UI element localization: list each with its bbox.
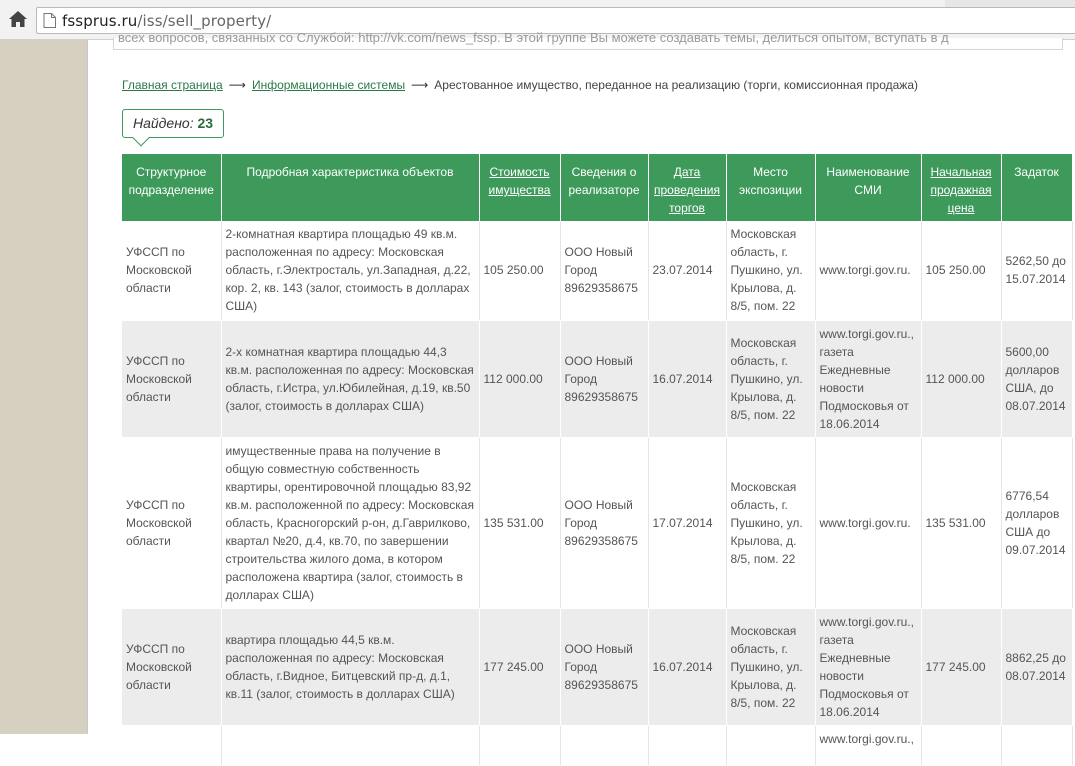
breadcrumb-systems-link[interactable]: Информационные системы (251, 78, 406, 92)
table-header-row (122, 154, 1072, 221)
cell-place (726, 725, 815, 765)
notice-text: всех вопросов, связанных со Службой: http://vk.com/news_fssp. В этой группе Вы можете создавать темы, делиться опытом, вступать в д (118, 30, 949, 45)
url-host: fssprus.ru (62, 12, 138, 30)
cell-price (921, 725, 1001, 765)
cell-place: Московская область, г. Пушкино, ул. Крылова, д. 8/5, пом. 22 (726, 221, 815, 320)
cell-cost: 177 245.00 (479, 608, 560, 725)
table-row (122, 437, 1072, 608)
cell-seller: ООО Новый Город 89629358675 (560, 320, 648, 437)
col-header-price[interactable]: Начальная продажная цена (921, 154, 1001, 221)
breadcrumb-current: Арестованное имущество, переданное на реализацию (торги, комиссионная продажа) (434, 78, 918, 92)
col-header-date[interactable]: Дата проведения торгов (648, 154, 726, 221)
col-header-media: Наименование СМИ (815, 154, 921, 221)
cell-media: www.torgi.gov.ru., газета Ежедневные новости Подмосковья от 18.06.2014 (815, 608, 921, 725)
cell-date: 16.07.2014 (648, 608, 726, 725)
cell-deposit (1001, 725, 1072, 765)
cell-description: квартира площадью 44,5 кв.м. расположенная по адресу: Московская область, г.Видное, Битцевский пр-д, д.1, кв.11 (залог, стоимость в долларах США) (221, 608, 479, 725)
cell-seller: ООО Новый Город 89629358675 (560, 221, 648, 320)
cell-place: Московская область, г. Пушкино, ул. Крылова, д. 8/5, пом. 22 (726, 437, 815, 608)
col-header-description: Подробная характеристика объектов (221, 154, 479, 221)
table-row (122, 320, 1072, 437)
cell-department: УФССП по Московской области (122, 320, 221, 437)
home-icon[interactable] (8, 9, 28, 29)
cell-description: 2-х комнатная квартира площадью 44,3 кв.м. расположенная по адресу: Московская область, г.Истра, ул.Юбилейная, д.19, кв.50 (залог, стоимость в долларах США) (221, 320, 479, 437)
cell-deposit: 5600,00 долларов США, до 08.07.2014 (1001, 320, 1072, 437)
found-label: Найдено: (133, 115, 194, 131)
col-header-seller: Сведения о реализаторе (560, 154, 648, 221)
cell-department: УФССП по Московской области (122, 221, 221, 320)
cell-media: www.torgi.gov.ru., газета Ежедневные новости Подмосковья от 18.06.2014 (815, 320, 921, 437)
cell-seller (560, 725, 648, 765)
cell-department (122, 725, 221, 765)
cell-cost: 105 250.00 (479, 221, 560, 320)
cell-cost: 112 000.00 (479, 320, 560, 437)
cell-department: УФССП по Московской области (122, 608, 221, 725)
cell-deposit: 5262,50 до 15.07.2014 (1001, 221, 1072, 320)
table-row (122, 221, 1072, 320)
found-count-badge (122, 109, 224, 138)
cell-seller: ООО Новый Город 89629358675 (560, 437, 648, 608)
cell-date: 16.07.2014 (648, 320, 726, 437)
found-count: 23 (197, 115, 214, 131)
cell-media: www.torgi.gov.ru. (815, 437, 921, 608)
col-header-department: Структурное подразделение (122, 154, 221, 221)
cell-date: 23.07.2014 (648, 221, 726, 320)
notice-box (113, 30, 1063, 50)
page-left-gutter (0, 40, 87, 734)
cell-media: www.torgi.gov.ru., (815, 725, 921, 765)
breadcrumb (122, 78, 918, 92)
table-row (122, 608, 1072, 725)
breadcrumb-home-link[interactable]: Главная страница (122, 78, 223, 92)
cell-description (221, 725, 479, 765)
cell-seller: ООО Новый Город 89629358675 (560, 608, 648, 725)
breadcrumb-arrow: ⟶ (228, 78, 246, 92)
col-header-deposit: Задаток (1001, 154, 1072, 221)
cell-date (648, 725, 726, 765)
cell-price: 135 531.00 (921, 437, 1001, 608)
cell-place: Московская область, г. Пушкино, ул. Крылова, д. 8/5, пом. 22 (726, 320, 815, 437)
cell-department: УФССП по Московской области (122, 437, 221, 608)
col-header-cost[interactable]: Стоимость имущества (479, 154, 560, 221)
table-row (122, 725, 1072, 765)
cell-description: 2-комнатная квартира площадью 49 кв.м. расположенная по адресу: Московская область, г.Электросталь, ул.Западная, д.22, кор. 2, кв. 143 (залог, стоимость в долларах США) (221, 221, 479, 320)
cell-place: Московская область, г. Пушкино, ул. Крылова, д. 8/5, пом. 22 (726, 608, 815, 725)
breadcrumb-arrow: ⟶ (411, 78, 429, 92)
cell-cost: 135 531.00 (479, 437, 560, 608)
cell-price: 177 245.00 (921, 608, 1001, 725)
page-content (88, 30, 1075, 746)
cell-deposit: 6776,54 долларов США до 09.07.2014 (1001, 437, 1072, 608)
cell-media: www.torgi.gov.ru. (815, 221, 921, 320)
cell-date: 17.07.2014 (648, 437, 726, 608)
url-path: /iss/sell_property/ (137, 12, 272, 30)
col-header-place: Место экспозиции (726, 154, 815, 221)
cell-price: 105 250.00 (921, 221, 1001, 320)
cell-deposit: 8862,25 до 08.07.2014 (1001, 608, 1072, 725)
url-text (62, 12, 271, 30)
results-table (122, 154, 1073, 766)
page-icon (43, 13, 56, 28)
cell-cost (479, 725, 560, 765)
cell-price: 112 000.00 (921, 320, 1001, 437)
cell-description: имущественные права на получение в общую совместную собственность квартиры, орентировочной площадью 83,92 кв.м. расположенной по адресу: Московская область, Красногорский р-он, д.Гаврилково, квартал №20, д.4, кв.70, по завершении строительства жилого дома, в котором расположена квартира (залог, стоимость в долларах США) (221, 437, 479, 608)
